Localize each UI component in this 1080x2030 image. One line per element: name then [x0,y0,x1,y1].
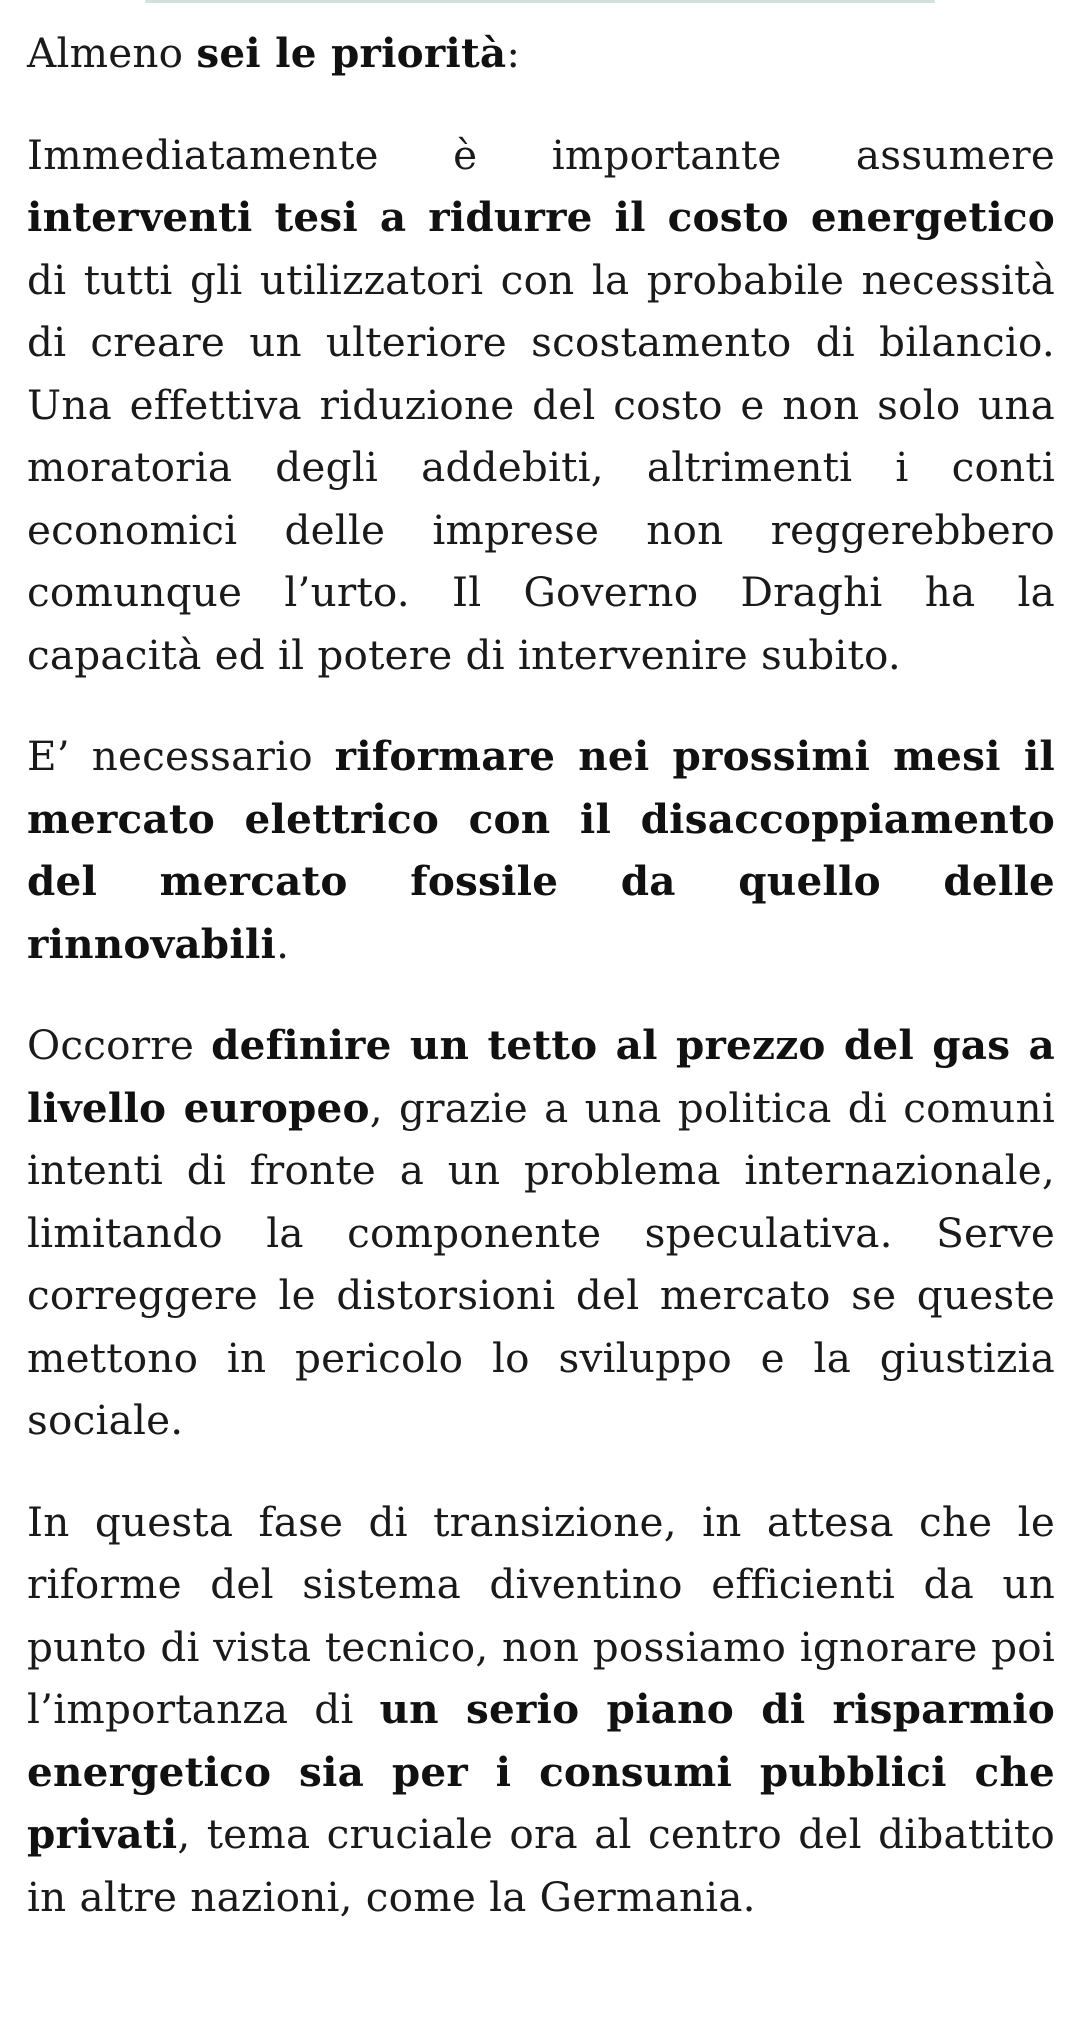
paragraph-energy-saving [27,1491,1055,1929]
intro-paragraph [27,22,1055,85]
intro-bold-text: sei le priorità [196,29,507,77]
top-divider [145,0,935,3]
intro-colon: : [506,29,521,77]
paragraph-bold-text: definire un tetto al prezzo del gas a livello europeo [27,1021,1055,1132]
paragraph-text: , grazie a una politica di comuni intenti di fronte a un problema internazionale, limitando la componente speculativa. Serve correggere le distorsioni del mercato se queste mettono in pericolo lo sviluppo e la giustizia sociale. [27,1083,1055,1444]
paragraph-text: E’ necessario [27,732,335,780]
paragraph-text: , tema cruciale ora al centro del dibattito in altre nazioni, come la Germania. [27,1810,1055,1921]
intro-text: Almeno [27,29,197,77]
article-body [27,22,1055,1967]
paragraph-bold-text: un serio piano di risparmio energetico sia per i consumi pubblici che privati [27,1685,1055,1858]
paragraph-text: di tutti gli utilizzatori con la probabile necessità di creare un ulteriore scostamento di bilancio. Una effettiva riduzione del costo e non solo una moratoria degli addebiti, altrimenti i conti economici delle imprese non reggerebbero comunque l’urto. Il Governo Draghi ha la capacità ed il potere di intervenire subito. [27,255,1055,679]
paragraph-bold-text: riformare nei prossimi mesi il mercato elettrico con il disaccoppiamento del mercato fossile da quello delle rinnovabili [27,732,1055,968]
paragraph-energy-cost [27,124,1055,687]
paragraph-electric-market [27,725,1055,975]
paragraph-bold-text: interventi tesi a ridurre il costo energetico [27,193,1055,241]
paragraph-text: . [276,919,290,968]
paragraph-text: In questa fase di transizione, in attesa che le riforme del sistema diventino efficienti da un punto di vista tecnico, non possiamo ignorare poi l’importanza di [27,1497,1055,1733]
paragraph-text: Immediatamente è importante assumere [27,130,1055,179]
paragraph-gas-price-cap [27,1014,1055,1452]
paragraph-text: Occorre [27,1021,212,1069]
